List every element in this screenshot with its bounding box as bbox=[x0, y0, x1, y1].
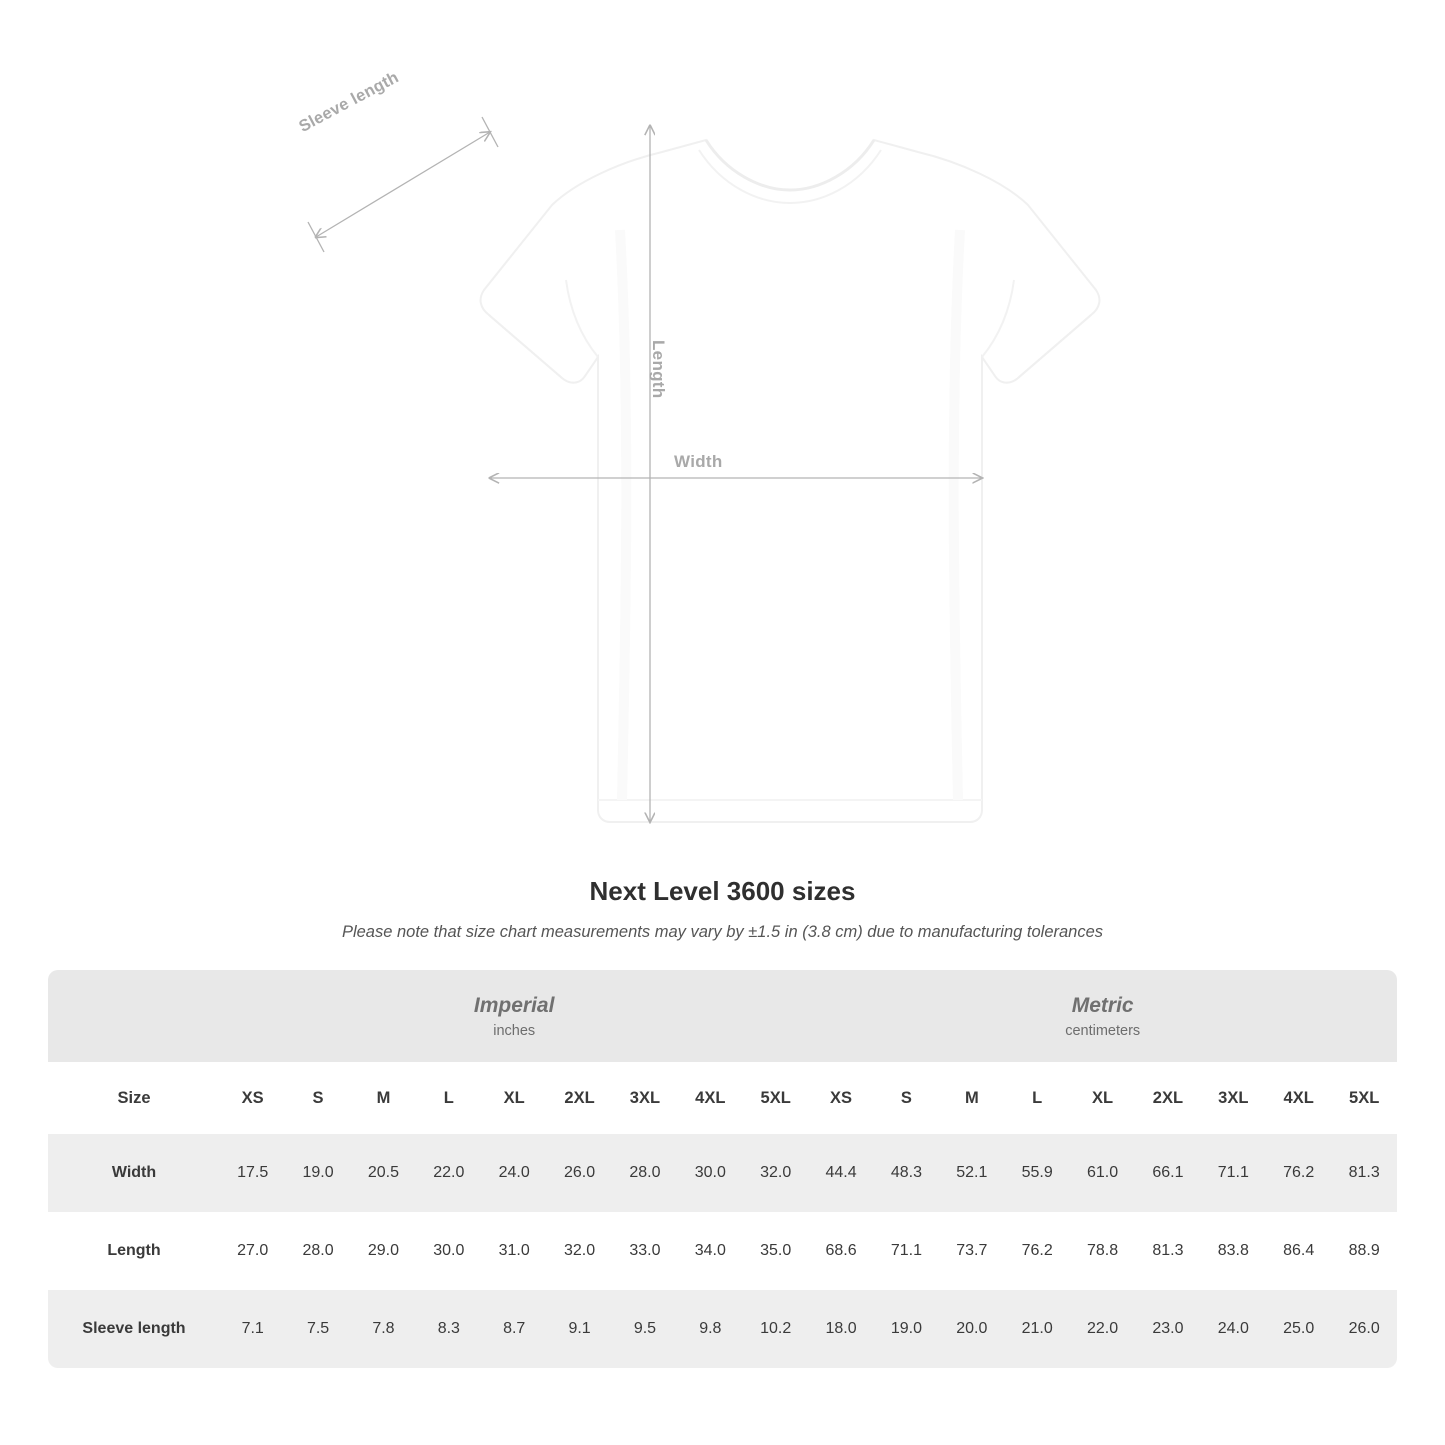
size-cell: 2XL bbox=[547, 1062, 612, 1134]
width-label: Width bbox=[674, 452, 723, 471]
size-cell: XL bbox=[1070, 1062, 1135, 1134]
sleeve-cell: 10.2 bbox=[743, 1290, 808, 1368]
width-cell: 61.0 bbox=[1070, 1134, 1135, 1212]
length-cell: 33.0 bbox=[612, 1212, 677, 1290]
size-cell: 5XL bbox=[743, 1062, 808, 1134]
width-cell: 71.1 bbox=[1201, 1134, 1266, 1212]
table-row-size bbox=[48, 1062, 1397, 1134]
width-cell: 22.0 bbox=[416, 1134, 481, 1212]
row-label-width: Width bbox=[48, 1134, 220, 1212]
length-cell: 88.9 bbox=[1331, 1212, 1397, 1290]
sleeve-cell: 25.0 bbox=[1266, 1290, 1331, 1368]
length-cell: 28.0 bbox=[285, 1212, 350, 1290]
size-cell: L bbox=[416, 1062, 481, 1134]
length-label: Length bbox=[649, 340, 668, 399]
size-cell: XL bbox=[482, 1062, 547, 1134]
width-cell: 26.0 bbox=[547, 1134, 612, 1212]
row-label-sleeve-length: Sleeve length bbox=[48, 1290, 220, 1368]
length-cell: 76.2 bbox=[1005, 1212, 1070, 1290]
unit-sub-metric: centimeters bbox=[1065, 1023, 1141, 1040]
length-cell: 30.0 bbox=[416, 1212, 481, 1290]
sleeve-cell: 8.7 bbox=[482, 1290, 547, 1368]
size-cell: L bbox=[1005, 1062, 1070, 1134]
sleeve-cell: 23.0 bbox=[1135, 1290, 1200, 1368]
width-cell: 66.1 bbox=[1135, 1134, 1200, 1212]
sleeve-cell: 22.0 bbox=[1070, 1290, 1135, 1368]
length-cell: 27.0 bbox=[220, 1212, 285, 1290]
table-row-length bbox=[48, 1212, 1397, 1290]
width-cell: 17.5 bbox=[220, 1134, 285, 1212]
length-cell: 68.6 bbox=[808, 1212, 873, 1290]
size-cell: M bbox=[351, 1062, 416, 1134]
unit-header-metric bbox=[808, 970, 1397, 1062]
sleeve-cell: 20.0 bbox=[939, 1290, 1004, 1368]
unit-name-metric: Metric bbox=[1071, 993, 1134, 1017]
length-cell: 35.0 bbox=[743, 1212, 808, 1290]
length-cell: 31.0 bbox=[482, 1212, 547, 1290]
table-row-width bbox=[48, 1134, 1397, 1212]
unit-header-imperial bbox=[220, 970, 808, 1062]
width-cell: 48.3 bbox=[874, 1134, 939, 1212]
length-cell: 83.8 bbox=[1201, 1212, 1266, 1290]
unit-sub-imperial: inches bbox=[493, 1023, 536, 1040]
sleeve-cell: 9.5 bbox=[612, 1290, 677, 1368]
size-cell: S bbox=[285, 1062, 350, 1134]
sleeve-cell: 26.0 bbox=[1331, 1290, 1397, 1368]
length-cell: 86.4 bbox=[1266, 1212, 1331, 1290]
width-cell: 55.9 bbox=[1005, 1134, 1070, 1212]
sleeve-cell: 8.3 bbox=[416, 1290, 481, 1368]
size-cell: XS bbox=[808, 1062, 873, 1134]
width-cell: 24.0 bbox=[482, 1134, 547, 1212]
size-cell: M bbox=[939, 1062, 1004, 1134]
size-cell: 3XL bbox=[612, 1062, 677, 1134]
length-cell: 34.0 bbox=[678, 1212, 743, 1290]
page-title: Next Level 3600 sizes bbox=[589, 876, 856, 906]
sleeve-cell: 7.1 bbox=[220, 1290, 285, 1368]
size-cell: 5XL bbox=[1331, 1062, 1397, 1134]
size-chart-table bbox=[48, 970, 1397, 1368]
sleeve-cell: 19.0 bbox=[874, 1290, 939, 1368]
width-cell: 44.4 bbox=[808, 1134, 873, 1212]
width-cell: 32.0 bbox=[743, 1134, 808, 1212]
size-cell: 4XL bbox=[1266, 1062, 1331, 1134]
length-cell: 32.0 bbox=[547, 1212, 612, 1290]
unit-header-row bbox=[48, 970, 1397, 1062]
width-cell: 52.1 bbox=[939, 1134, 1004, 1212]
size-cell: 3XL bbox=[1201, 1062, 1266, 1134]
sleeve-cell: 21.0 bbox=[1005, 1290, 1070, 1368]
size-cell: 2XL bbox=[1135, 1062, 1200, 1134]
unit-header-spacer bbox=[48, 970, 220, 1062]
sleeve-length-label: Sleeve length bbox=[296, 68, 402, 136]
sleeve-cell: 7.5 bbox=[285, 1290, 350, 1368]
size-cell: XS bbox=[220, 1062, 285, 1134]
unit-name-imperial: Imperial bbox=[473, 993, 555, 1017]
sleeve-cell: 9.8 bbox=[678, 1290, 743, 1368]
size-table-wrapper bbox=[48, 970, 1397, 1368]
length-cell: 73.7 bbox=[939, 1212, 1004, 1290]
length-cell: 29.0 bbox=[351, 1212, 416, 1290]
width-cell: 20.5 bbox=[351, 1134, 416, 1212]
width-cell: 76.2 bbox=[1266, 1134, 1331, 1212]
width-cell: 28.0 bbox=[612, 1134, 677, 1212]
width-cell: 81.3 bbox=[1331, 1134, 1397, 1212]
size-cell: S bbox=[874, 1062, 939, 1134]
sleeve-cell: 7.8 bbox=[351, 1290, 416, 1368]
width-cell: 19.0 bbox=[285, 1134, 350, 1212]
sleeve-cell: 18.0 bbox=[808, 1290, 873, 1368]
length-cell: 78.8 bbox=[1070, 1212, 1135, 1290]
sleeve-cell: 9.1 bbox=[547, 1290, 612, 1368]
sleeve-cell: 24.0 bbox=[1201, 1290, 1266, 1368]
length-cell: 81.3 bbox=[1135, 1212, 1200, 1290]
row-label-length: Length bbox=[48, 1212, 220, 1290]
tshirt-illustration bbox=[290, 110, 1150, 840]
length-cell: 71.1 bbox=[874, 1212, 939, 1290]
size-cell: 4XL bbox=[678, 1062, 743, 1134]
row-label-size: Size bbox=[48, 1062, 220, 1134]
table-row-sleeve-length bbox=[48, 1290, 1397, 1368]
title-block bbox=[0, 876, 1445, 942]
tolerance-note: Please note that size chart measurements may vary by ±1.5 in (3.8 cm) due to manufacturing tolerances bbox=[341, 923, 1104, 941]
width-cell: 30.0 bbox=[678, 1134, 743, 1212]
